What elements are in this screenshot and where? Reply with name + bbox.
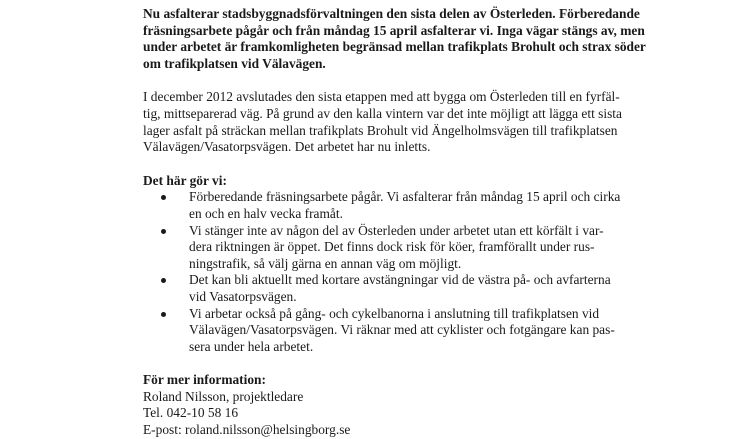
- bullet-line: Vi arbetar också på gång- och cykelbanorna i anslutning till trafikplatsen vid: [189, 305, 600, 321]
- body-line: tig, mittseparerad väg. På grund av den kalla vintern var det inte möjligt att lägga ett sista: [143, 105, 622, 121]
- bullet-icon: [161, 229, 166, 234]
- section-heading: Det här gör vi:: [143, 172, 227, 188]
- bullet-line: sera under hela arbetet.: [189, 338, 314, 354]
- lead-line: Nu asfalterar stadsbyggnadsförvaltningen den sista delen av Österleden. Förberedande: [143, 6, 640, 21]
- body-line: I december 2012 avslutades den sista etappen med att bygga om Österleden till en fyrfäl-: [143, 89, 620, 105]
- bullet-item: [143, 272, 613, 305]
- contact-name: Roland Nilsson, projektledare: [143, 388, 304, 404]
- bullet-icon: [161, 312, 166, 317]
- bullet-list: [143, 189, 621, 355]
- bullet-icon: [161, 278, 166, 283]
- body-line: lager asfalt på sträckan mellan trafikplats Brohult vid Ängelholmsvägen till trafikplatsen: [143, 122, 618, 138]
- contact-email[interactable]: E-post: roland.nilsson@helsingborg.se: [143, 422, 351, 438]
- bullet-line: Vi stänger inte av någon del av Österleden under arbetet utan ett körfält i var-: [189, 222, 604, 238]
- lead-line: under arbetet är framkomligheten begränsad mellan trafikplats Brohult och strax söder: [143, 39, 646, 55]
- bullet-line: Förberedande fräsningsarbete pågår. Vi asfalterar från måndag 15 april och cirka: [189, 189, 621, 205]
- bullet-item: [143, 223, 613, 273]
- bullet-icon: [161, 195, 166, 200]
- lead-line: fräsningsarbete pågår och från måndag 15 april asfalterar vi. Inga vägar stängs av, men: [143, 22, 645, 38]
- body-paragraph: [143, 89, 622, 155]
- body-line: Välavägen/Vasatorpsvägen. Det arbetet har nu inletts.: [143, 139, 431, 155]
- lead-line: om trafikplatsen vid Välavägen.: [143, 55, 326, 71]
- bullet-item: [143, 189, 621, 222]
- bullet-line: Välavägen/Vasatorpsvägen. Vi räknar med att cyklister och fotgängare kan pas-: [189, 322, 615, 338]
- bullet-line: Det kan bli aktuellt med kortare avstängningar vid de västra på- och avfarterna: [189, 272, 611, 288]
- bullet-line: dera riktningen är öppet. Det finns dock risk för köer, framförallt under rus-: [189, 239, 595, 255]
- bullet-line: vid Vasatorpsvägen.: [189, 288, 297, 304]
- document-page: [143, 6, 646, 439]
- bullet-line: ningstrafik, så välj gärna en annan väg om möjligt.: [189, 255, 462, 271]
- contact-block: [143, 372, 613, 438]
- contact-heading: För mer information:: [143, 372, 266, 388]
- bullet-line: en och en halv vecka framåt.: [189, 205, 343, 221]
- lead-paragraph: [143, 6, 646, 72]
- contact-phone: Tel. 042-10 58 16: [143, 405, 239, 421]
- bullet-item: [143, 306, 613, 356]
